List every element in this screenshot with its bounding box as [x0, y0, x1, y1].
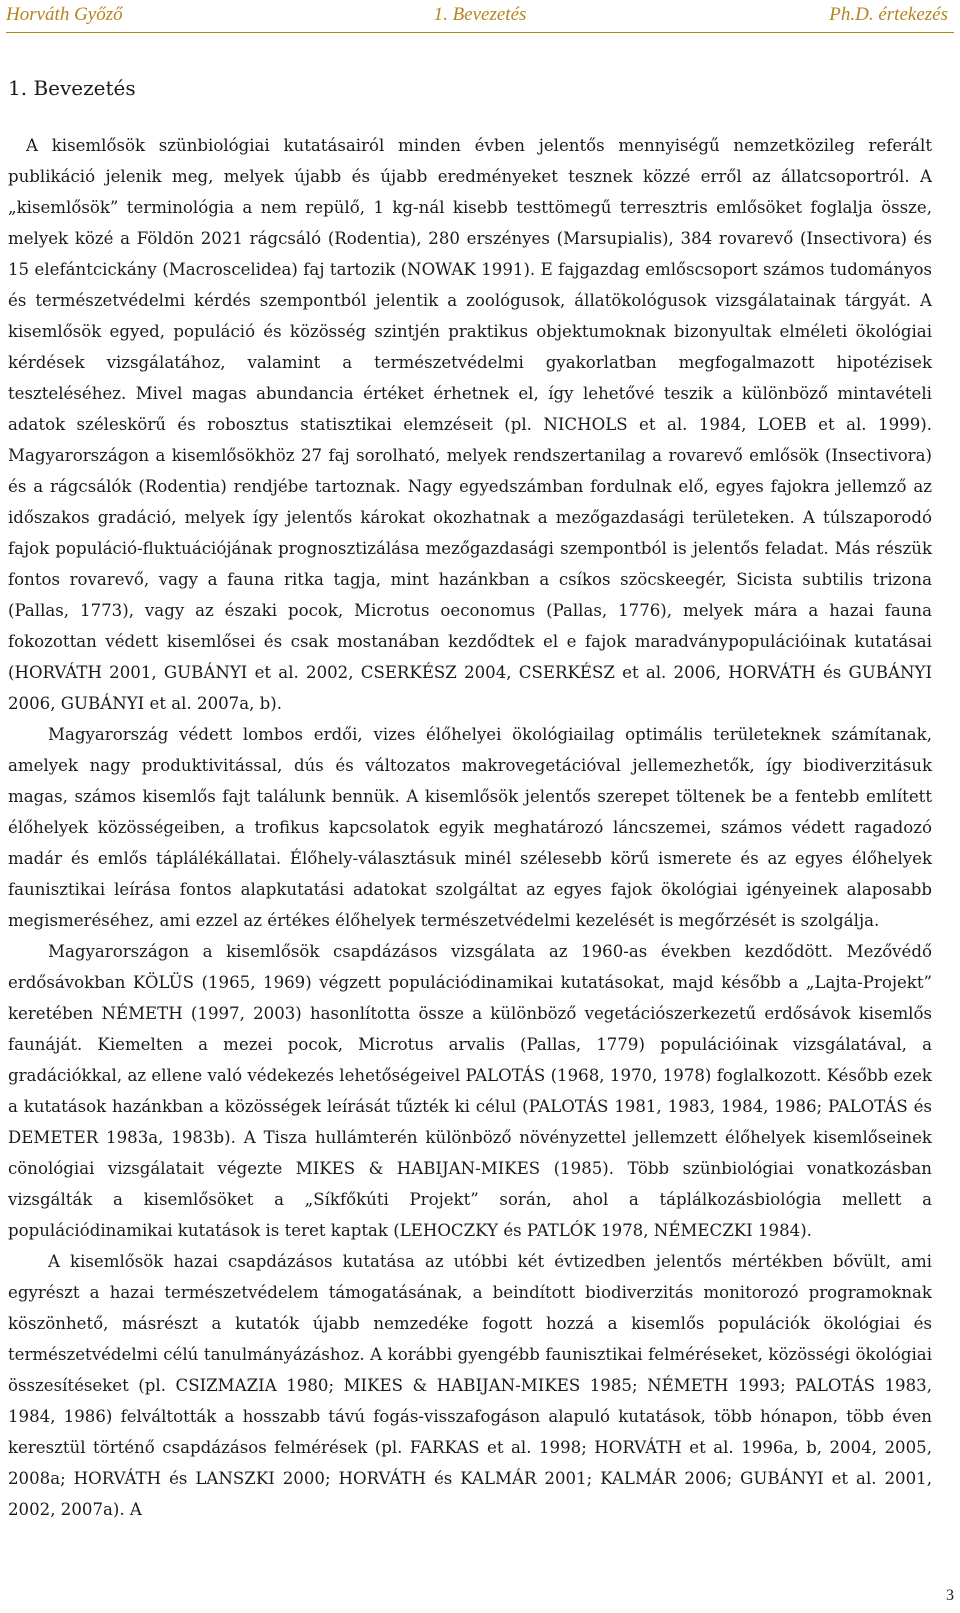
header-rule: [6, 32, 954, 33]
page-header: [0, 0, 960, 38]
header-chapter: 1. Bevezetés: [433, 4, 527, 25]
paragraph: A kisemlősök szünbiológiai kutatásairól minden évben jelentős mennyiségű nemzetközileg referált publikáció jelenik meg, melyek újabb és újabb eredményeket tesznek közzé erről az állatcsoportról. A „kisemlősök” terminológia a nem repülő, 1 kg-nál kisebb testtömegű terresztris emlősöket foglalja össze, melyek közé a Földön 2021 rágcsáló (Rodentia), 280 erszényes (Marsupialis), 384 rovarevő (Insectivora) és 15 elefántcickány (Macroscelidea) faj tartozik (NOWAK 1991). E fajgazdag emlőscsoport számos tudományos és természetvédelmi kérdés szempontból jelentik a zoológusok, állatökológusok vizsgálatainak tárgyát. A kisemlősök egyed, populáció és közösség szintjén praktikus objektumoknak bizonyultak elméleti ökológiai kérdések vizsgálatához, valamint a természetvédelmi gyakorlatban megfogalmazott hipotézisek teszteléséhez. Mivel magas abundancia értéket érhetnek el, így lehetővé teszik a különböző mintavételi adatok széleskörű és robosztus statisztikai elemzéseit (pl. NICHOLS et al. 1984, LOEB et al. 1999). Magyarországon a kisemlősökhöz 27 faj sorolható, melyek rendszertanilag a rovarevő emlősök (Insectivora) és a rágcsálók (Rodentia) rendjébe tartoznak. Nagy egyedszámban fordulnak elő, egyes fajokra jellemző az időszakos gradáció, melyek így jelentős károkat okozhatnak a mezőgazdasági területeken. A túlszaporodó fajok populáció-fluktuációjának prognosztizálása mezőgazdasági szempontból is jelentős feladat. Más részük fontos rovarevő, vagy a fauna ritka tagja, mint hazánkban a csíkos szöcskeegér, Sicista subtilis trizona (Pallas, 1773), vagy az északi pocok, Microtus oeconomus (Pallas, 1776), melyek mára a hazai fauna fokozottan védett kisemlősei és csak mostanában kezdődtek el e fajok maradványpopulációinak kutatásai (HORVÁTH 2001, GUBÁNYI et al. 2002, CSERKÉSZ 2004, CSERKÉSZ et al. 2006, HORVÁTH és GUBÁNYI 2006, GUBÁNYI et al. 2007a, b).: [8, 136, 932, 713]
header-author: Horváth Győző: [6, 4, 123, 25]
paragraph: Magyarországon a kisemlősök csapdázásos vizsgálata az 1960-as években kezdődött. Mezővédő erdősávokban KÖLÜS (1965, 1969) végzett populációdinamikai kutatásokat, majd később a „Lajta-Projekt” keretében NÉMETH (1997, 2003) hasonlította össze a különböző vegetációszerkezetű erdősávok kisemlős faunáját. Kiemelten a mezei pocok, Microtus arvalis (Pallas, 1779) populációinak vizsgálatával, a gradációkkal, az ellene való védekezés lehetőségeivel PALOTÁS (1968, 1970, 1978) foglalkozott. Később ezek a kutatások hazánkban a közösségek leírását tűzték ki célul (PALOTÁS 1981, 1983, 1984, 1986; PALOTÁS és DEMETER 1983a, 1983b). A Tisza hullámterén különböző növényzettel jellemzett élőhelyek kisemlőseinek cönológiai vizsgálatait végezte MIKES & HABIJAN-MIKES (1985). Több szünbiológiai vonatkozásban vizsgálták a kisemlősöket a „Síkfőkúti Projekt” során, ahol a táplálkozásbiológia mellett a populációdinamikai kutatások is teret kaptak (LEHOCZKY és PATLÓK 1978, NÉMECZKI 1984).: [8, 942, 932, 1240]
page-number: 3: [946, 1587, 954, 1604]
paragraph: A kisemlősök hazai csapdázásos kutatása az utóbbi két évtizedben jelentős mértékben bővült, ami egyrészt a hazai természetvédelem támogatásának, a beindított biodiverzitás monitorozó programoknak köszönhető, másrészt a kutatók újabb nemzedéke fogott hozzá a kisemlős populációk ökológiai és természetvédelmi célú tanulmányázáshoz. A korábbi gyengébb faunisztikai felméréseket, közösségi ökológiai összesítéseket (pl. CSIZMAZIA 1980; MIKES & HABIJAN-MIKES 1985; NÉMETH 1993; PALOTÁS 1983, 1984, 1986) felváltották a hosszabb távú fogás-visszafogáson alapuló kutatások, több hónapon, több éven keresztül történő csapdázásos felmérések (pl. FARKAS et al. 1998; HORVÁTH et al. 1996a, b, 2004, 2005, 2008a; HORVÁTH és LANSZKI 2000; HORVÁTH és KALMÁR 2001; KALMÁR 2006; GUBÁNYI et al. 2001, 2002, 2007a). A: [8, 1252, 932, 1519]
body-text: [8, 130, 932, 1525]
header-doc-type: Ph.D. értekezés: [829, 4, 948, 25]
chapter-title: 1. Bevezetés: [8, 76, 136, 100]
paragraph: Magyarország védett lombos erdői, vizes élőhelyei ökológiailag optimális területeknek számítanak, amelyek nagy produktivitással, dús és változatos makrovegetációval jellemezhetők, így biodiverzitásuk magas, számos kisemlős fajt találunk bennük. A kisemlősök jelentős szerepet töltenek be a fentebb említett élőhelyek közösségeiben, a trofikus kapcsolatok egyik meghatározó láncszemei, számos védett ragadozó madár és emlős táplálékállatai. Élőhely-választásuk minél szélesebb körű ismerete és az egyes élőhelyek faunisztikai leírása fontos alapkutatási adatokat szolgáltat az egyes fajok ökológiai igényeinek alaposabb megismeréséhez, ami ezzel az értékes élőhelyek természetvédelmi kezelését is megőrzését is szolgálja.: [8, 725, 932, 930]
